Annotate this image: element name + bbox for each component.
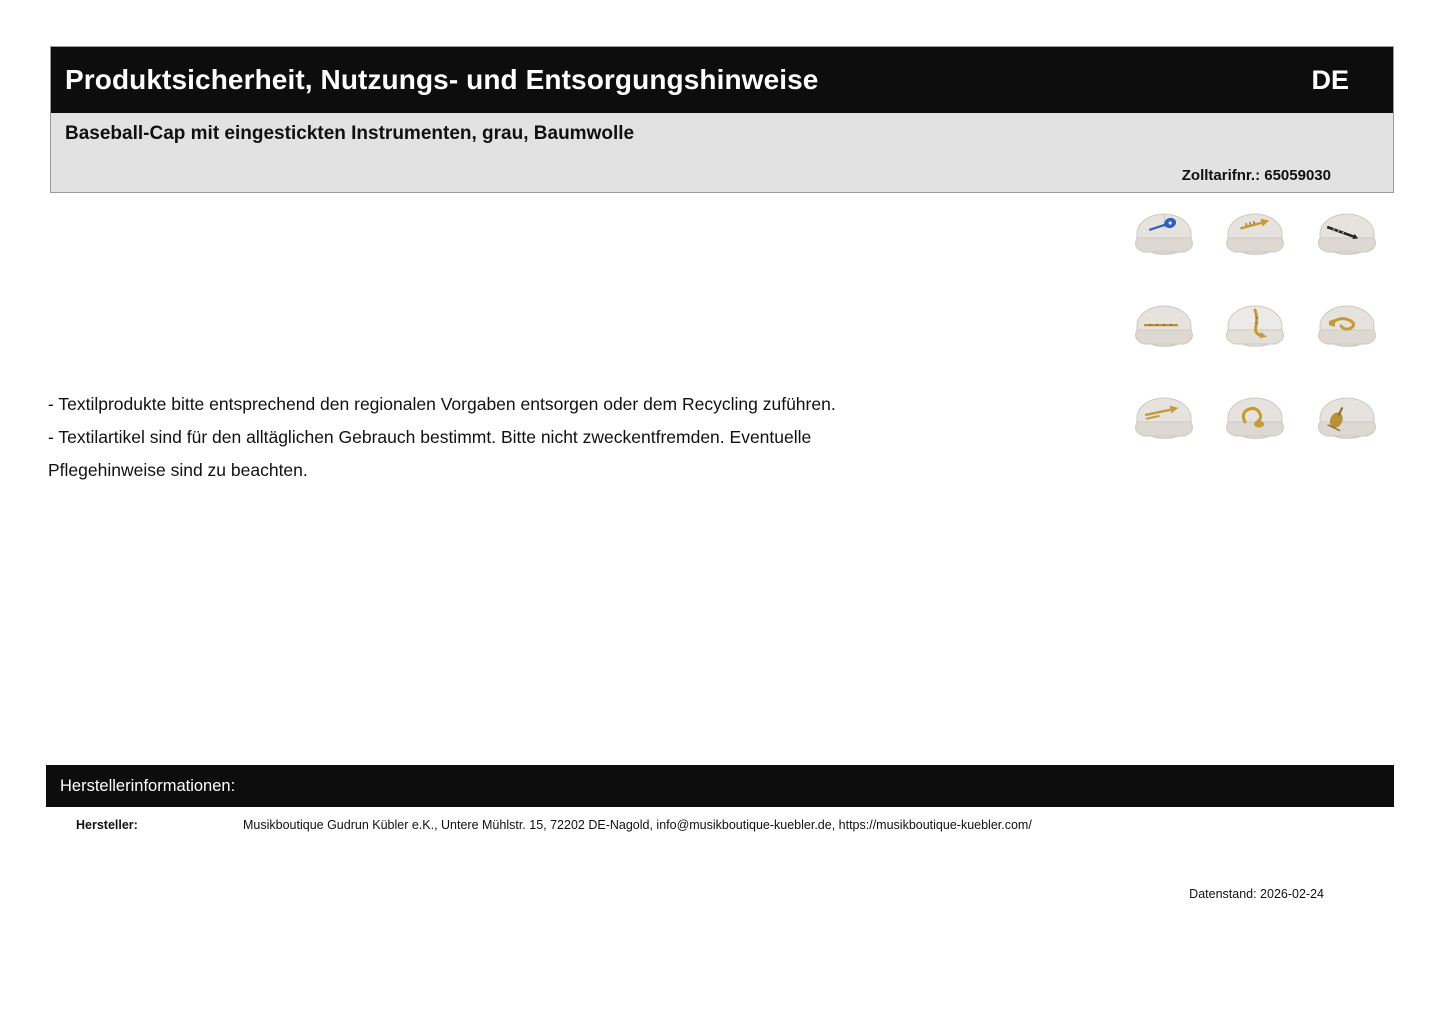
- datestamp: Datenstand: 2026-02-24: [1189, 887, 1324, 901]
- cap-illustration: [1305, 384, 1391, 450]
- product-image-cap-querfloete: [1122, 292, 1208, 358]
- cap-illustration: [1305, 200, 1391, 266]
- product-image-cap-violine: [1305, 384, 1391, 450]
- product-image-cap-gitarre: [1122, 200, 1208, 266]
- cap-illustration: [1213, 292, 1299, 358]
- language-badge: DE: [1311, 64, 1349, 95]
- product-image-cap-trompete: [1213, 200, 1299, 266]
- cap-illustration: [1213, 384, 1299, 450]
- product-image-cap-tuba: [1213, 384, 1299, 450]
- manufacturer-value: Musikboutique Gudrun Kübler e.K., Untere Mühlstr. 15, 72202 DE-Nagold, info@musikboutique-kuebler.de, https://musikboutique-kuebler.com/: [243, 818, 1032, 832]
- tariff-number: Zolltarifnr.: 65059030: [1181, 166, 1331, 184]
- usage-disposal-notes: [48, 388, 1058, 487]
- note-line-3: Pflegehinweise sind zu beachten.: [48, 460, 308, 480]
- manufacturer-label: Hersteller:: [76, 818, 138, 832]
- product-image-cap-waldhorn: [1305, 292, 1391, 358]
- cap-illustration: [1305, 292, 1391, 358]
- manufacturer-section-title: Herstellerinformationen:: [46, 765, 1394, 807]
- note-line-1: - Textilprodukte bitte entsprechend den regionalen Vorgaben entsorgen oder dem Recycling zuführen.: [48, 394, 836, 414]
- cap-illustration: [1122, 200, 1208, 266]
- product-image-grid: [1122, 200, 1392, 452]
- product-image-cap-saxophon: [1213, 292, 1299, 358]
- page-title: Produktsicherheit, Nutzungs- und Entsorgungshinweise: [65, 64, 819, 95]
- product-image-cap-posaune: [1122, 384, 1208, 450]
- document-header: [50, 46, 1394, 193]
- product-image-cap-klarinette: [1305, 200, 1391, 266]
- cap-illustration: [1122, 292, 1208, 358]
- header-title-bar: [51, 47, 1393, 113]
- querfloete-icon: [1144, 324, 1178, 326]
- note-line-2: - Textilartikel sind für den alltäglichen Gebrauch bestimmt. Bitte nicht zweckentfremden. Eventuelle: [48, 427, 812, 447]
- product-info-bar: [51, 113, 1393, 192]
- cap-illustration: [1122, 384, 1208, 450]
- cap-illustration: [1213, 200, 1299, 266]
- product-name: Baseball-Cap mit eingestickten Instrumenten, grau, Baumwolle: [65, 123, 635, 144]
